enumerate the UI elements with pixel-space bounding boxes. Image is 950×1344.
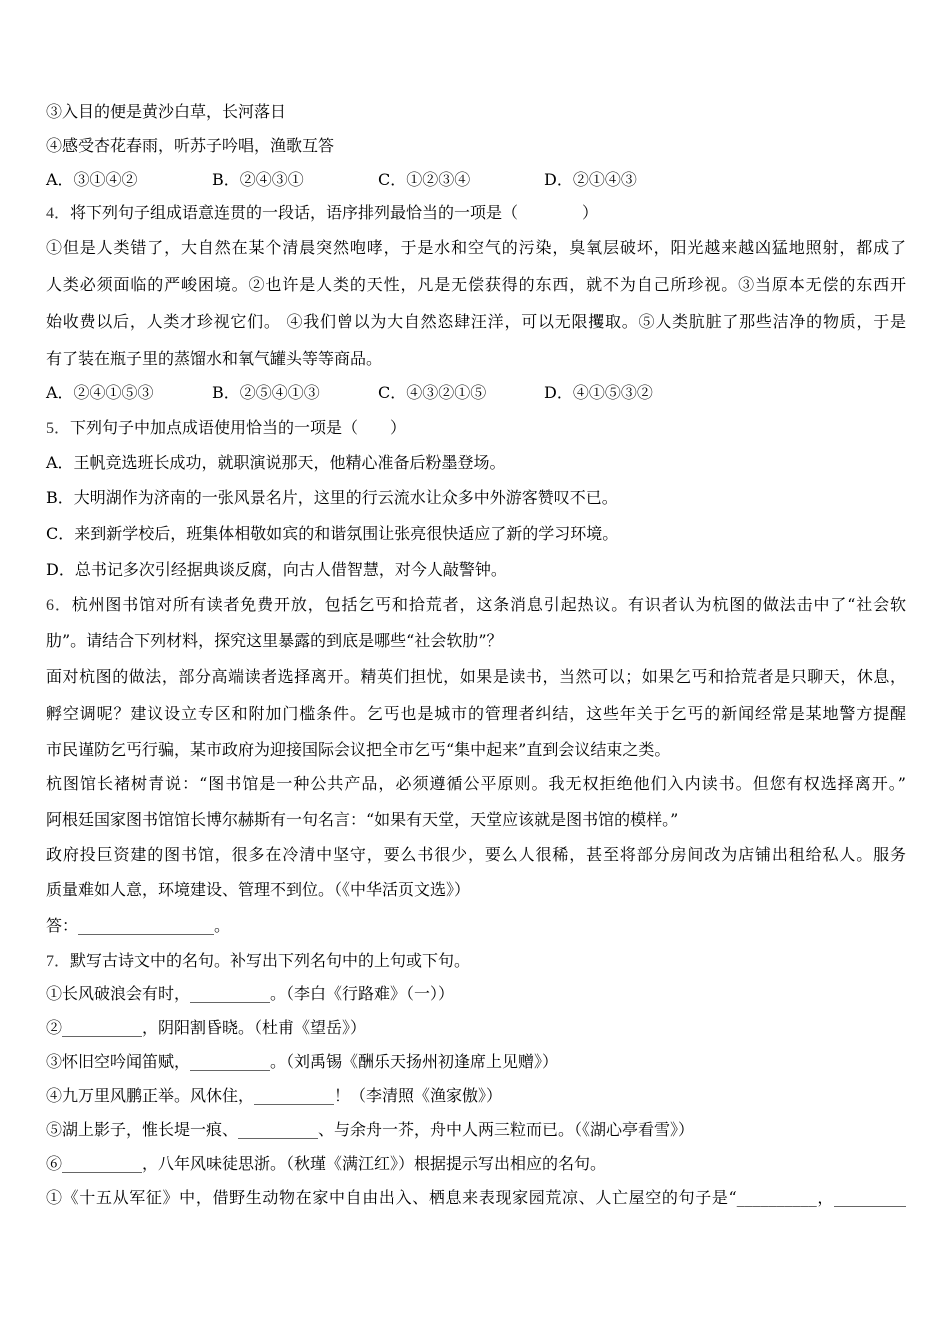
q6-material-line: 政府投巨资建的图书馆，很多在冷清中坚守，要么书很少，要么人很稀，甚至将部分房间改为店铺出租给私人。服务	[46, 845, 906, 864]
q5-option-d: D．总书记多次引经据典谈反腐，向古人借智慧，对今人敲警钟。	[46, 560, 507, 579]
q5-stem	[46, 418, 406, 439]
option-d: D．④①⑤③②	[544, 383, 653, 402]
option-b: B．②④③①	[212, 170, 304, 189]
q7-item: ②__________，阴阳割昏晓。（杜甫《望岳》）	[46, 1018, 367, 1037]
q7-item: ①长风破浪会有时，__________。（李白《行路难》（一））	[46, 984, 455, 1003]
q7-item: ⑤湖上影子，惟长堤一痕、__________、与余舟一芥，舟中人两三粒而已。（《湖心亭看雪》）	[46, 1120, 695, 1139]
q7-item: ①《十五从军征》中，借野生动物在家中自由出入、栖息来表现家园荒凉、人亡屋空的句子是“__________，_________	[46, 1188, 906, 1207]
q4-body-line: ①但是人类错了，大自然在某个清晨突然咆哮，于是水和空气的污染，臭氧层破坏，阳光越来越凶猛地照射，都成了	[46, 238, 906, 257]
option-d: D．②①④③	[544, 170, 637, 189]
option-a: A．③①④②	[46, 170, 138, 189]
q6-material-line: 阿根廷国家图书馆馆长博尔赫斯有一句名言：“如果有天堂，天堂应该就是图书馆的模样。”	[46, 810, 679, 829]
question-text: 将下列句子组成语意连贯的一段话，语序排列最恰当的一项是（ ）	[70, 203, 599, 222]
question-text: 杭州图书馆对所有读者免费开放，包括乞丐和拾荒者，这条消息引起热议。有识者认为杭图的做法击中了“社会软	[71, 595, 906, 614]
q7-item: ③怀旧空吟闻笛赋，__________。（刘禹锡《酬乐天扬州初逢席上见赠》）	[46, 1052, 559, 1071]
question-number: 5．	[46, 420, 71, 437]
q5-option-b: B．大明湖作为济南的一张风景名片，这里的行云流水让众多中外游客赞叹不已。	[46, 488, 618, 507]
q4-options	[46, 383, 710, 403]
q3-options	[46, 170, 710, 190]
q3-item-4: ④感受杏花春雨，听苏子吟唱，渔歌互答	[46, 136, 335, 155]
q5-option-c: C．来到新学校后，班集体相敬如宾的和谐氛围让张亮很快适应了新的学习环境。	[46, 524, 619, 543]
q3-item-3: ③入目的便是黄沙白草，长河落日	[46, 102, 287, 121]
question-number: 4．	[46, 205, 71, 222]
q4-body-line: 人类必须面临的严峻困境。②也许是人类的天性，凡是无偿获得的东西，就不为自己所珍视。③当原本无偿的东西开	[46, 275, 906, 294]
question-number: 7．	[46, 953, 71, 970]
q6-stem-line: 肋”。请结合下列材料，探究这里暴露的到底是哪些“社会软肋”？	[46, 631, 503, 650]
q6-material-line: 市民谨防乞丐行骗，某市政府为迎接国际会议把全市乞丐“集中起来”直到会议结束之类。	[46, 740, 671, 759]
option-c: C．④③②①⑤	[378, 383, 487, 402]
q6-material-line: 孵空调呢？建议设立专区和附加门槛条件。乞丐也是城市的管理者纠结，这些年关于乞丐的新闻经常是某地警方提醒	[46, 704, 906, 723]
q6-answer-blank[interactable]: 答：_________________。	[46, 916, 231, 935]
question-text: 下列句子中加点成语使用恰当的一项是（ ）	[70, 418, 407, 437]
q7-item: ④九万里风鹏正举。风休住，__________！（李清照《渔家傲》）	[46, 1086, 503, 1105]
q6-material-line: 质量难如人意，环境建设、管理不到位。（《中华活页文选》）	[46, 880, 471, 899]
option-a: A．②④①⑤③	[46, 383, 154, 402]
q7-item: ⑥__________，八年风味徒思浙。（秋瑾《满江红》）根据提示写出相应的名句。	[46, 1154, 607, 1173]
q5-option-a: A．王帆竞选班长成功，就职演说那天，他精心准备后粉墨登场。	[46, 453, 506, 472]
q4-stem	[46, 203, 598, 224]
q7-stem	[46, 951, 470, 972]
q6-material-line: 杭图馆长褚树青说：“图书馆是一种公共产品，必须遵循公平原则。我无权拒绝他们入内读书。但您有权选择离开。”	[46, 774, 906, 793]
q6-stem	[46, 595, 906, 616]
question-text: 默写古诗文中的名句。补写出下列名句中的上句或下句。	[70, 951, 471, 970]
q4-body-line: 始收费以后，人类才珍视它们。 ④我们曾以为大自然恣肆汪洋，可以无限攫取。⑤人类肮脏了那些洁净的物质，于是	[46, 312, 906, 331]
q4-body-line: 有了装在瓶子里的蒸馏水和氧气罐头等等商品。	[46, 349, 383, 368]
question-number: 6．	[46, 597, 72, 614]
option-b: B．②⑤④①③	[212, 383, 320, 402]
q6-material-line: 面对杭图的做法，部分高端读者选择离开。精英们担忧，如果是读书，当然可以；如果乞丐和拾荒者是只聊天，休息，	[46, 667, 906, 686]
option-c: C．①②③④	[378, 170, 471, 189]
